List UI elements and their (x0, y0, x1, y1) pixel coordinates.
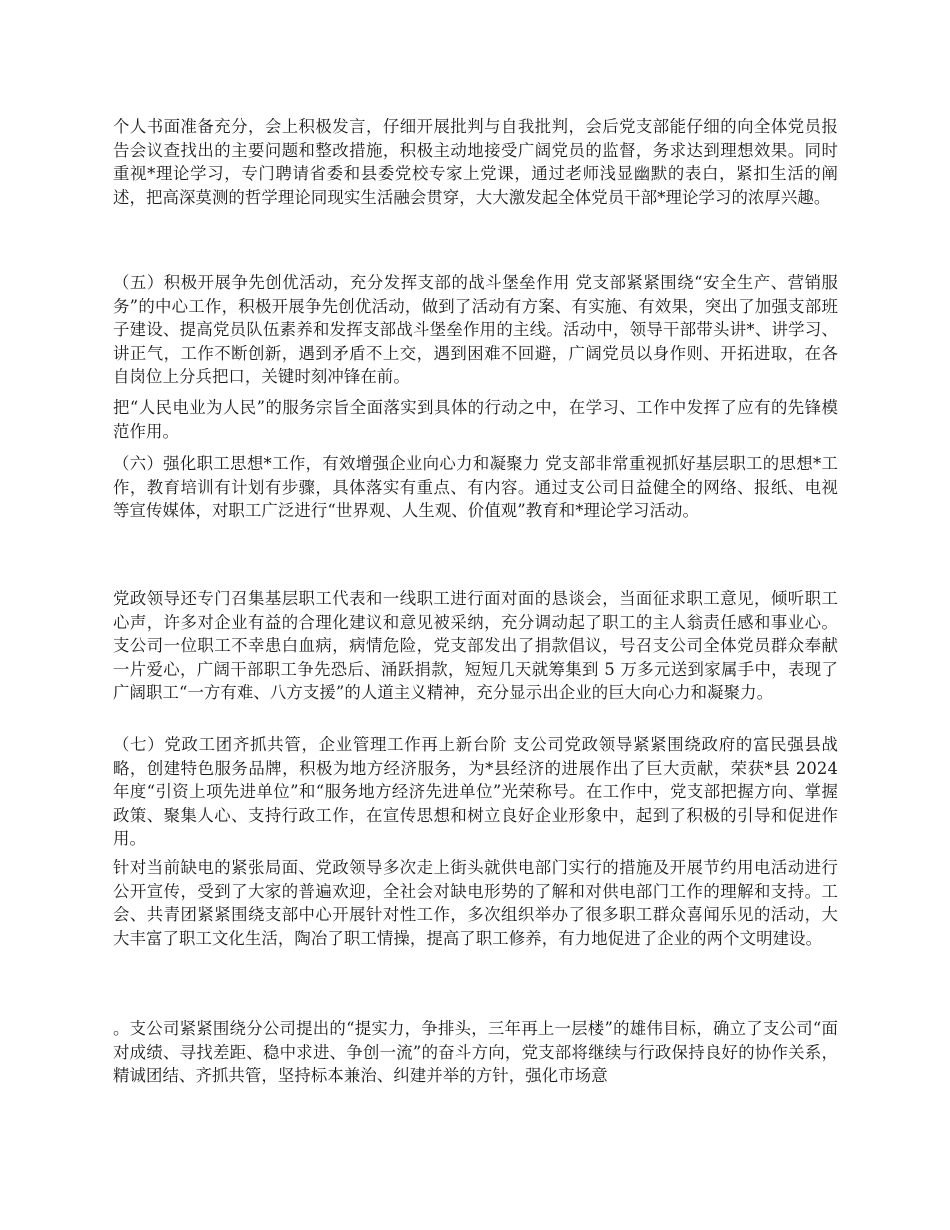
paragraph-staff-forum: 党政领导还专门召集基层职工代表和一线职工进行面对面的恳谈会，当面征求职工意见，倾听职工心声，许多对企业有益的合理化建议和意见被采纳，充分调动起了职工的主人翁责任感和事业心。支公司一位职工不幸患白血病，病情危险，党支部发出了捐款倡议，号召支公司全体党员群众奉献一片爱心，广阔干部职工争先恐后、涌跃捐款，短短几天就筹集到 5 万多元送到家属手中，表现了广阔职工“一方有难、八方支援”的人道主义精神，充分显示出企业的巨大向心力和凝聚力。 (113, 589, 838, 703)
paragraph-service-purpose: 把“人民电业为人民”的服务宗旨全面落实到具体的行动之中，在学习、工作中发挥了应有的先锋模范作用。 (113, 398, 838, 441)
paragraph-section-five: （五）积极开展争先创优活动，充分发挥支部的战斗堡垒作用 党支部紧紧围绕“安全生产、营销服务”的中心工作，积极开展争先创优活动，做到了活动有方案、有实施、有效果，突出了加强支部班子建设、提高党员队伍素养和发挥支部战斗堡垒作用的主线。活动中，领导干部带头讲*、讲学习、讲正气，工作不断创新，遇到矛盾不上交，遇到困难不回避，广阔党员以身作则、开拓进取，在各自岗位上分兵把口，关键时刻冲锋在前。 (113, 273, 838, 387)
paragraph-section-seven: （七）党政工团齐抓共管，企业管理工作再上新台阶 支公司党政领导紧紧围绕政府的富民强县战略，创建特色服务品牌，积极为地方经济服务，为*县经济的进展作出了巨大贡献，荣获*县 2024 年度“引资上项先进单位”和“服务地方经济先进单位”光荣称号。在工作中，党支部把握方向、掌握政策、聚集人心、支持行政工作，在宣传思想和树立良好企业形象中，起到了积极的引导和促进作用。 (113, 735, 838, 849)
paragraph-theory-study: 个人书面准备充分，会上积极发言，仔细开展批判与自我批判，会后党支部能仔细的向全体党员报告会议查找出的主要问题和整改措施，积极主动地接受广阔党员的监督，务求达到理想效果。同时重视*理论学习，专门聘请省委和县委党校专家上党课，通过老师浅显幽默的表白，紧扣生活的阐述，把高深莫测的哲学理论同现实生活融会贯穿，大大激发起全体党员干部*理论学习的浓厚兴趣。 (113, 117, 838, 207)
paragraph-section-six: （六）强化职工思想*工作，有效增强企业向心力和凝聚力 党支部非常重视抓好基层职工的思想*工作，教育培训有计划有步骤，具体落实有重点、有内容。通过支公司日益健全的网络、报纸、电视等宣传媒体，对职工广泛进行“世界观、人生观、价值观”教育和*理论学习活动。 (113, 454, 838, 521)
paragraph-goals: 。支公司紧紧围绕分公司提出的“提实力，争排头，三年再上一层楼”的雄伟目标，确立了支公司“面对成绩、寻找差距、稳中求进、争创一流”的奋斗方向，党支部将继续与行政保持良好的协作关系，精诚团结、齐抓共管，坚持标本兼治、纠建并举的方针，强化市场意 (113, 1019, 838, 1086)
paragraph-power-shortage: 针对当前缺电的紧张局面、党政领导多次走上街头就供电部门实行的措施及开展节约用电活动进行公开宣传，受到了大家的普遍欢迎，全社会对缺电形势的了解和对供电部门工作的理解和支持。工会、共青团紧紧围绕支部中心开展针对性工作，多次组织举办了很多职工群众喜闻乐见的活动，大大丰富了职工文化生活，陶冶了职工情操，提高了职工修养，有力地促进了企业的两个文明建设。 (113, 858, 838, 948)
